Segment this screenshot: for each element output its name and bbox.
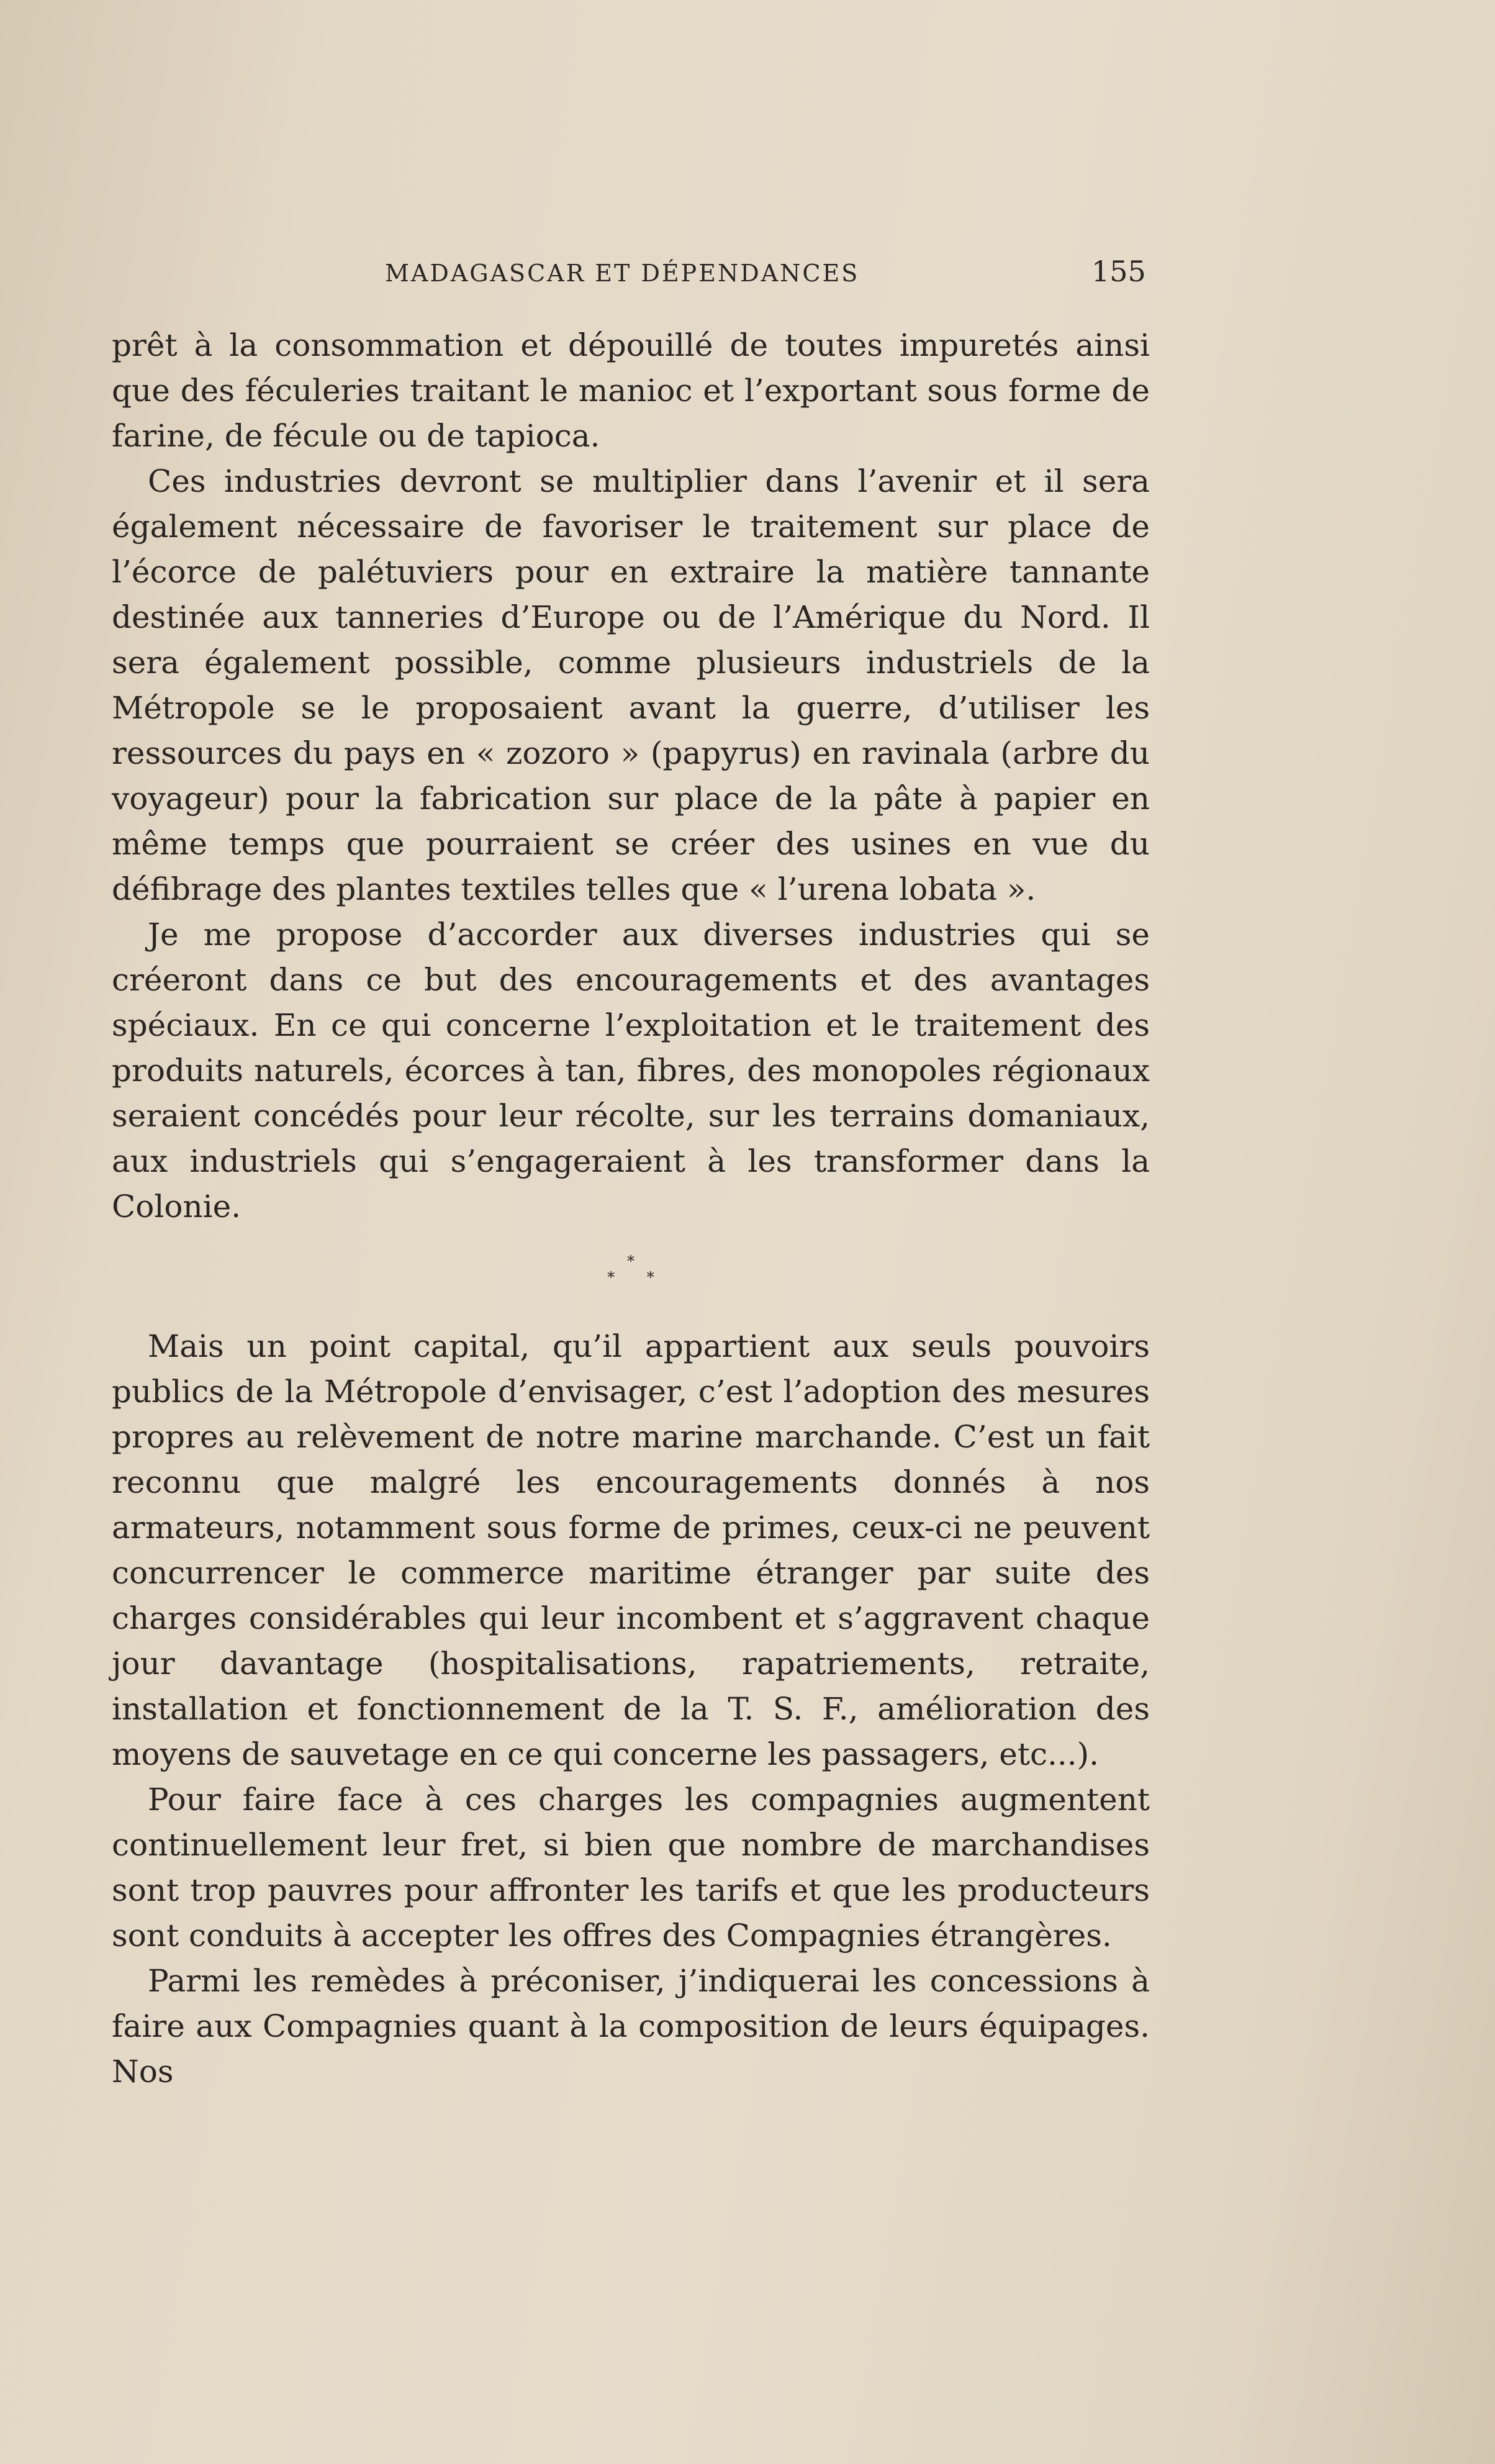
paragraph: Pour faire face à ces charges les compagnies augmentent continuellement leur fret, si bien que nombre de marchandises sont trop pauvres pour affronter les tarifs et que les producteurs sont conduits à accepter les offres des Compagnies étrangères. [112, 1782, 1150, 1954]
asterism-top: * [627, 1252, 648, 1270]
running-title: MADAGASCAR ET DÉPENDANCES [385, 260, 860, 287]
paragraph: Mais un point capital, qu’il appartient aux seuls pouvoirs publics de la Métropole d’envisager, c’est l’adoption des mesures propres au relèvement de notre marine marchande. C’est un fait reconnu que malgré les encouragements donnés à nos armateurs, notamment sous forme de primes, ceux-ci ne peuvent concurrencer le commerce maritime étranger par suite des charges considérables qui leur incombent et s’aggravent chaque jour davantage (hospitalisations, rapatriements, retraite, installation et fonctionnement de la T. S. F., amélioration des moyens de sauvetage en ce qui concerne les passagers, etc...). [112, 1328, 1150, 1772]
paragraph: Je me propose d’accorder aux diverses industries qui se créeront dans ce but des encouragements et des avantages spéciaux. En ce qui concerne l’exploitation et le traitement des produits naturels, écorces à tan, fibres, des monopoles régionaux seraient concédés pour leur récolte, sur les terrains domaniaux, aux industriels qui s’engageraient à les transformer dans la Colonie. [112, 917, 1150, 1225]
section-separator [112, 1253, 1150, 1285]
paragraph: Parmi les remèdes à préconiser, j’indiquerai les concessions à faire aux Compagnies quant à la composition de leurs équipages. Nos [112, 1963, 1150, 2090]
asterism-bottom: * * [607, 1269, 668, 1286]
body-text [112, 323, 1150, 2095]
paragraph: Ces industries devront se multiplier dans l’avenir et il sera également nécessaire de favoriser le traitement sur place de l’écorce de palétuviers pour en extraire la matière tannante destinée aux tanneries d’Europe ou de l’Amérique du Nord. Il sera également possible, comme plusieurs industriels de la Métropole se le proposaient avant la guerre, d’utiliser les ressources du pays en « zozoro » (papyrus) en ravinala (arbre du voyageur) pour la fabrication sur place de la pâte à papier en même temps que pourraient se créer des usines en vue du défibrage des plantes textiles telles que « l’urena lobata ». [112, 463, 1150, 907]
paragraph: prêt à la consommation et dépouillé de toutes impuretés ainsi que des féculeries traitant le manioc et l’exportant sous forme de farine, de fécule ou de tapioca. [112, 327, 1150, 454]
page-number: 155 [1091, 255, 1146, 288]
